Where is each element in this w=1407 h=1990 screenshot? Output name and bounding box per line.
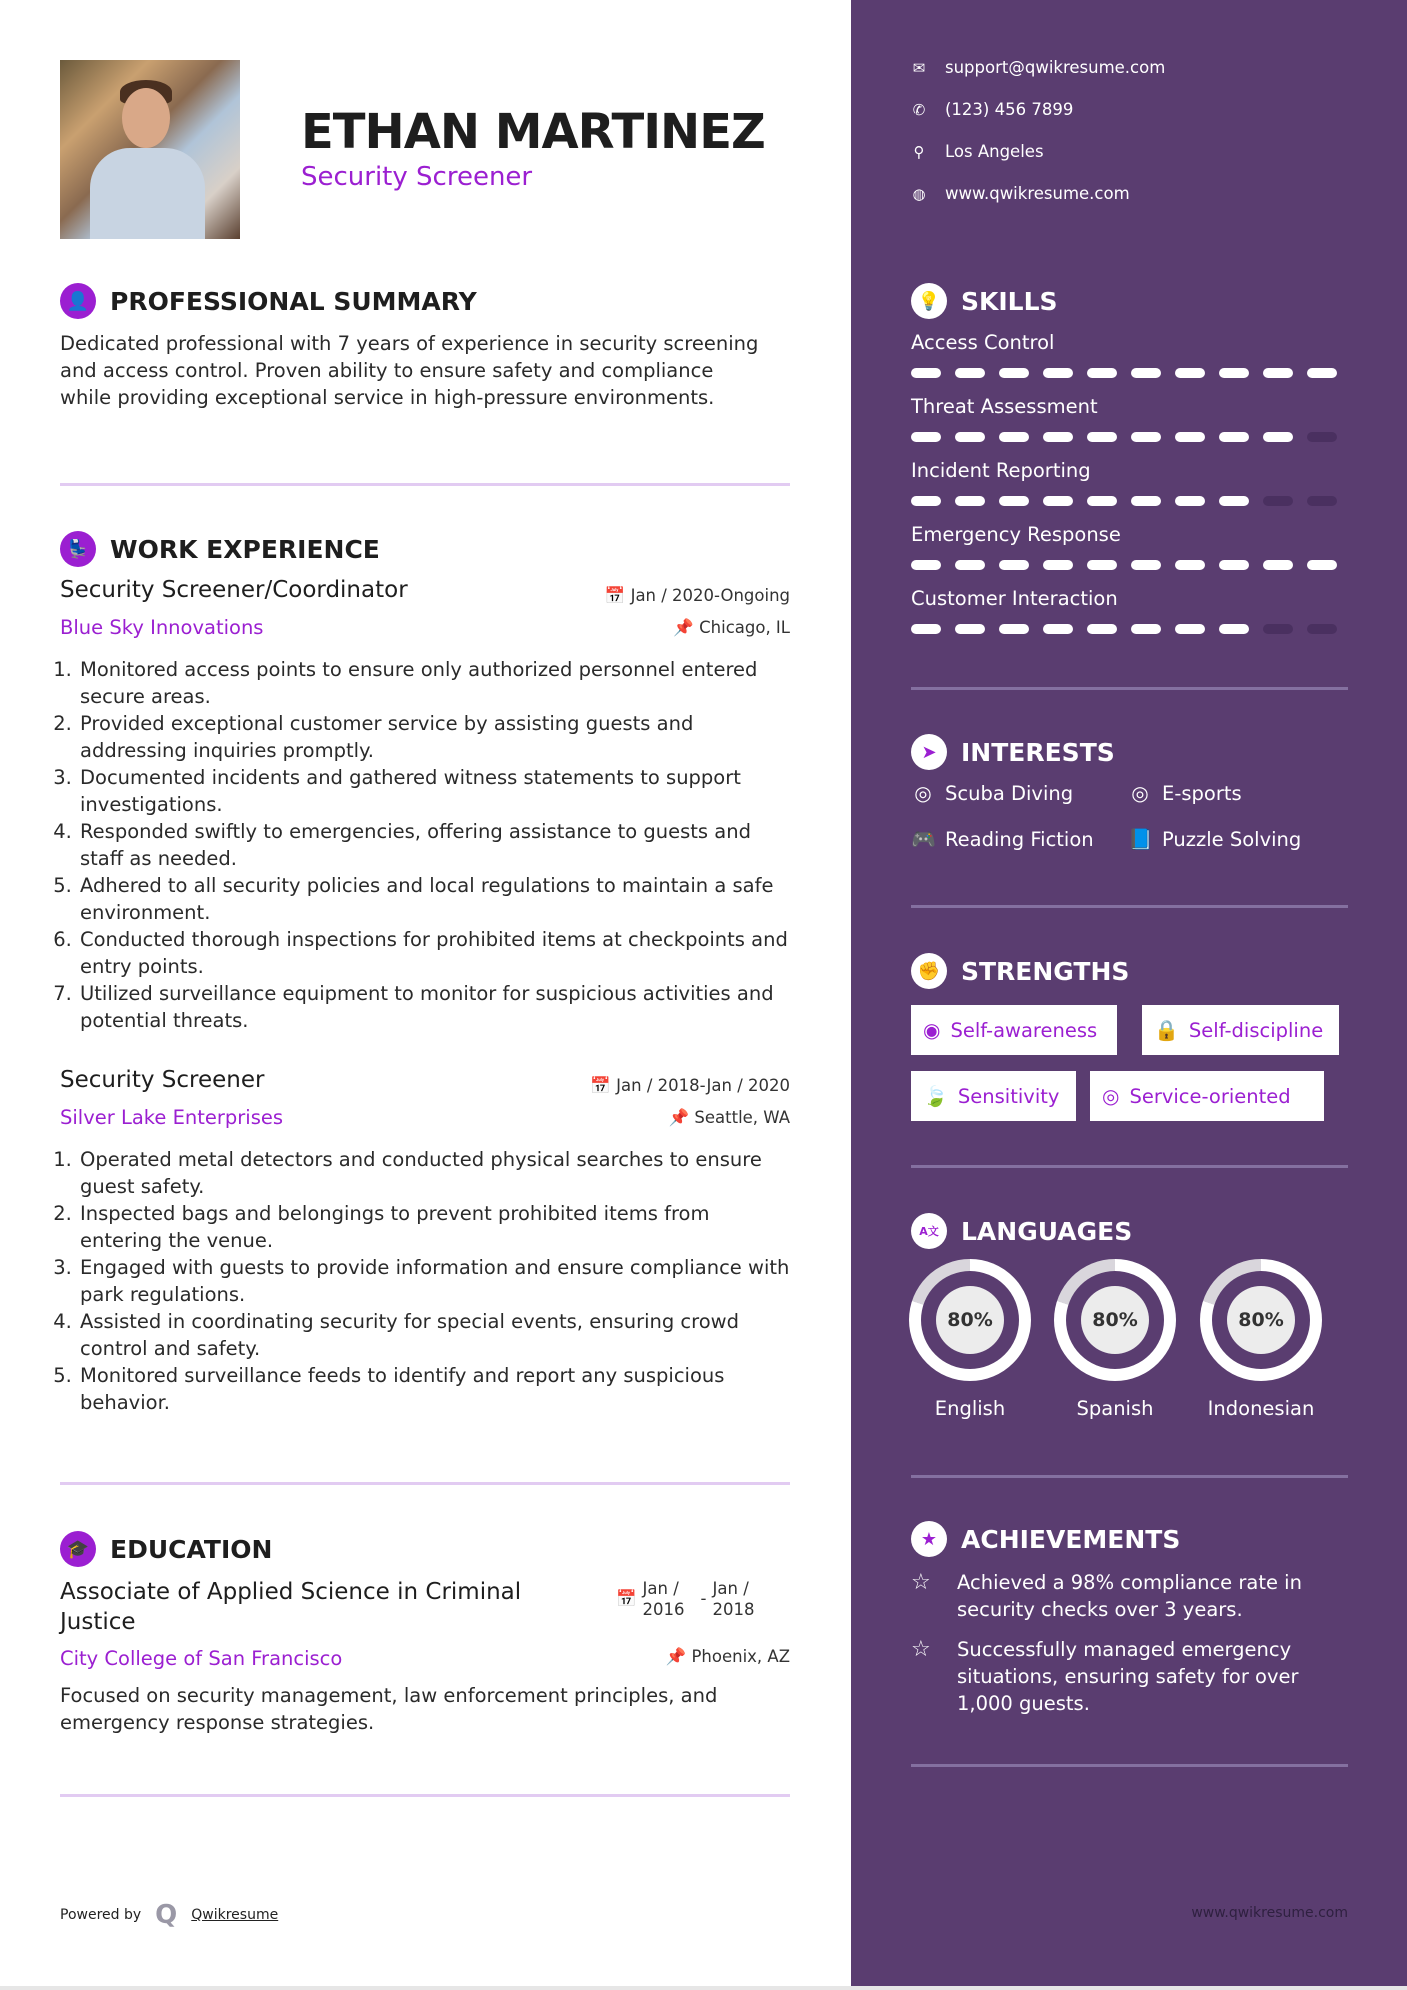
divider [60,1794,790,1797]
skill-dash-filled [1043,624,1073,634]
interests-heading [911,734,1115,770]
strength-tag [1090,1071,1324,1121]
skill-dash-filled [955,560,985,570]
footer-website[interactable]: www.qwikresume.com [1191,1905,1348,1921]
skill-dash-filled [1087,624,1117,634]
language-percent: 80% [936,1286,1004,1354]
job-dates [605,586,790,606]
job-location [673,618,790,638]
phone-icon: ✆ [912,100,926,119]
qwikresume-link[interactable]: Qwikresume [191,1907,279,1923]
shooting-star-icon: ☆ [911,1637,931,1662]
summary-text: Dedicated professional with 7 years of experience in security screening and access control. Proven ability to ensure safety and compliance while providing exceptional service in high-pressure environments. [60,332,759,409]
interest-label: E-sports [1162,781,1242,805]
education-dates [616,1578,765,1620]
interest-label: Scuba Diving [945,781,1074,805]
skill-dash-filled [999,368,1029,378]
skill-dash-filled [1175,432,1205,442]
interest-label: Reading Fiction [945,827,1094,851]
skill-dash-filled [999,432,1029,442]
phone-text: (123) 456 7899 [945,100,1074,119]
skill-dash-empty [1307,432,1337,442]
skill-dash-filled [1087,432,1117,442]
skill-label: Access Control [911,331,1055,354]
skill-dash-filled [1043,368,1073,378]
skill-dash-filled [911,432,941,442]
dates-text: Jan / 2018-Jan / 2020 [616,1076,790,1095]
section-title: SKILLS [961,286,1058,316]
job-company: Silver Lake Enterprises [60,1106,284,1129]
lifebuoy-icon: ◎ [1102,1084,1120,1108]
job-title: Security Screener/Coordinator [60,577,408,603]
skill-dash-filled [911,368,941,378]
envelope-icon: ✉ [912,58,926,77]
skill-dash-filled [1087,368,1117,378]
graduate-icon: 🎓 [60,1531,96,1567]
end-date: Jan / 2018 [712,1579,755,1619]
strength-label: Self-awareness [950,1018,1098,1042]
candidate-name: ETHAN MARTINEZ [301,104,765,160]
calendar-icon: 📅 [590,1076,617,1095]
date-separator: - [700,1589,707,1608]
summary-heading [60,283,477,319]
lifebuoy-icon: ◎ [914,781,932,805]
skill-dash-filled [955,496,985,506]
skill-dash-filled [955,432,985,442]
contact-phone[interactable] [911,100,1073,119]
skill-dash-empty [1307,624,1337,634]
job-bullets [60,1146,790,1416]
paper-plane-icon: ➤ [911,734,947,770]
skill-dash-filled [1175,560,1205,570]
powered-by-text: Powered by [60,1907,142,1923]
language-icon: A文 [911,1213,947,1249]
education-location [666,1647,790,1667]
contact-location [911,142,1044,161]
skill-dash-filled [1175,624,1205,634]
list-item: 1. Operated metal detectors and conducted physical searches to ensure guest safety. [78,1146,790,1200]
skill-dash-empty [1263,624,1293,634]
list-item: 4. Responded swiftly to emergencies, offering assistance to guests and staff as needed. [78,818,790,872]
strengths-heading [911,953,1129,989]
strength-label: Sensitivity [957,1084,1060,1108]
skill-dash-filled [1263,560,1293,570]
section-title: EDUCATION [110,1534,273,1564]
location-text: Los Angeles [945,142,1044,161]
skill-dash-filled [1131,432,1161,442]
location-text: Chicago, IL [699,618,790,637]
achievements-heading [911,1521,1180,1557]
leaf-icon: 🍃 [923,1084,948,1108]
skill-dash-filled [1087,560,1117,570]
skill-dash-filled [1219,496,1249,506]
language-name: English [934,1397,1006,1420]
skill-label: Threat Assessment [911,395,1098,418]
skill-label: Incident Reporting [911,459,1091,482]
skill-dash-empty [1263,496,1293,506]
list-item: 6. Conducted thorough inspections for prohibited items at checkpoints and entry points. [78,926,790,980]
skill-dash-filled [999,560,1029,570]
skill-dash-filled [1219,368,1249,378]
lifebuoy-icon: ◎ [1131,781,1149,805]
footer-powered-by [60,1900,278,1930]
achievement-item [911,1569,1348,1623]
interest-item [911,781,1073,805]
strength-label: Service-oriented [1129,1084,1291,1108]
location-text: Phoenix, AZ [691,1647,790,1666]
education-description: Focused on security management, law enforcement principles, and emergency response strategies. [60,1684,718,1734]
strength-tag [1142,1005,1339,1055]
pin-icon: 📌 [665,1647,692,1666]
profile-photo [60,60,240,239]
language-percent: 80% [1227,1286,1295,1354]
book-icon: 📘 [1128,827,1153,851]
start-date: Jan / 2016 [642,1579,685,1619]
list-item: 5. Adhered to all security policies and local regulations to maintain a safe environment. [78,872,790,926]
interest-label: Puzzle Solving [1162,827,1302,851]
pin-icon: 📌 [668,1108,695,1127]
lock-icon: 🔒 [1154,1018,1179,1042]
skill-dash-filled [999,624,1029,634]
lightbulb-icon: 💡 [911,283,947,319]
skill-dash-filled [911,560,941,570]
list-item: 2. Inspected bags and belongings to prevent prohibited items from entering the venue. [78,1200,790,1254]
section-title: ACHIEVEMENTS [961,1524,1181,1554]
interest-item [1128,781,1242,805]
globe-icon: ◍ [912,184,926,203]
divider [911,1475,1348,1478]
chair-icon: 💺 [60,531,96,567]
list-item: 1. Monitored access points to ensure only authorized personnel entered secure areas. [78,656,790,710]
skill-rating-bar [911,624,1337,634]
skill-rating-bar [911,368,1337,378]
section-title: STRENGTHS [961,956,1130,986]
achievement-text: Successfully managed emergency situations, ensuring safety for over 1,000 guests. [957,1638,1299,1715]
list-item: 4. Assisted in coordinating security for special events, ensuring crowd control and safety. [78,1308,790,1362]
skill-dash-empty [1307,496,1337,506]
skill-label: Emergency Response [911,523,1121,546]
contact-website[interactable] [911,184,1130,203]
calendar-icon: 📅 [604,586,631,605]
skill-dash-filled [1219,432,1249,442]
section-title: INTERESTS [961,737,1115,767]
skill-dash-filled [911,624,941,634]
candidate-title: Security Screener [301,162,533,192]
skill-dash-filled [1043,560,1073,570]
skill-dash-filled [1263,368,1293,378]
skill-dash-filled [1131,496,1161,506]
education-heading [60,1531,272,1567]
strength-label: Self-discipline [1188,1018,1324,1042]
language-item [909,1259,1031,1420]
school-name: City College of San Francisco [60,1647,343,1670]
skill-dash-filled [1307,560,1337,570]
language-name: Spanish [1076,1397,1154,1420]
language-progress-ring [1200,1259,1322,1381]
language-progress-ring [1054,1259,1176,1381]
section-title: PROFESSIONAL SUMMARY [110,286,477,316]
divider [60,483,790,486]
strength-tag [911,1071,1076,1121]
languages-heading [911,1213,1132,1249]
list-item: 3. Documented incidents and gathered witness statements to support investigations. [78,764,790,818]
skill-dash-filled [999,496,1029,506]
page-bottom-border [0,1986,1407,1990]
dates-text: Jan / 2020-Ongoing [630,586,790,605]
skills-heading [911,283,1058,319]
skill-dash-filled [1131,560,1161,570]
skill-rating-bar [911,432,1337,442]
language-name: Indonesian [1207,1397,1315,1420]
job-location [669,1108,790,1128]
skill-dash-filled [1219,624,1249,634]
fist-icon: ✊ [911,953,947,989]
pin-icon: 📌 [673,618,700,637]
skill-dash-filled [1175,496,1205,506]
shooting-star-icon: ☆ [911,1570,931,1595]
job-title: Security Screener [60,1067,265,1093]
location-text: Seattle, WA [694,1108,790,1127]
skill-label: Customer Interaction [911,587,1118,610]
strength-tag [911,1005,1117,1055]
language-percent: 80% [1081,1286,1149,1354]
divider [60,1482,790,1485]
contact-email[interactable] [911,58,1165,77]
skill-dash-filled [955,624,985,634]
divider [911,1165,1348,1168]
skill-dash-filled [1131,624,1161,634]
job-company: Blue Sky Innovations [60,616,264,639]
language-progress-ring [909,1259,1031,1381]
skill-dash-filled [1307,368,1337,378]
achievement-item [911,1636,1348,1717]
skill-rating-bar [911,560,1337,570]
skill-dash-filled [1263,432,1293,442]
skill-dash-filled [1043,496,1073,506]
interest-item [911,827,1094,851]
skill-dash-filled [1131,368,1161,378]
interest-item [1128,827,1301,851]
gamepad-icon: 🎮 [911,827,936,851]
skill-dash-filled [1175,368,1205,378]
degree-title: Associate of Applied Science in Criminal Justice [60,1579,522,1635]
map-pin-icon: ⚲ [913,142,925,161]
star-badge-icon: ★ [911,1521,947,1557]
skill-dash-filled [955,368,985,378]
user-icon: 👤 [60,283,96,319]
skill-dash-filled [1043,432,1073,442]
section-title: LANGUAGES [961,1216,1133,1246]
skill-dash-filled [1087,496,1117,506]
divider [911,905,1348,908]
user-circle-icon: ◉ [923,1018,941,1042]
divider [911,687,1348,690]
qwikresume-logo-icon: Q [155,1900,178,1930]
list-item: 3. Engaged with guests to provide information and ensure compliance with park regulations. [78,1254,790,1308]
skill-dash-filled [911,496,941,506]
skill-dash-filled [1219,560,1249,570]
divider [911,1764,1348,1767]
language-item [1200,1259,1322,1420]
calendar-icon: 📅 [616,1589,637,1608]
section-title: WORK EXPERIENCE [110,534,380,564]
job-bullets [60,656,790,1034]
website-text: www.qwikresume.com [945,184,1130,203]
email-text: support@qwikresume.com [945,58,1166,77]
list-item: 7. Utilized surveillance equipment to monitor for suspicious activities and potential threats. [78,980,790,1034]
work-heading [60,531,380,567]
skill-rating-bar [911,496,1337,506]
list-item: 5. Monitored surveillance feeds to identify and report any suspicious behavior. [78,1362,790,1416]
language-item [1054,1259,1176,1420]
achievement-text: Achieved a 98% compliance rate in security checks over 3 years. [957,1571,1302,1621]
list-item: 2. Provided exceptional customer service by assisting guests and addressing inquiries promptly. [78,710,790,764]
job-dates [590,1076,790,1096]
